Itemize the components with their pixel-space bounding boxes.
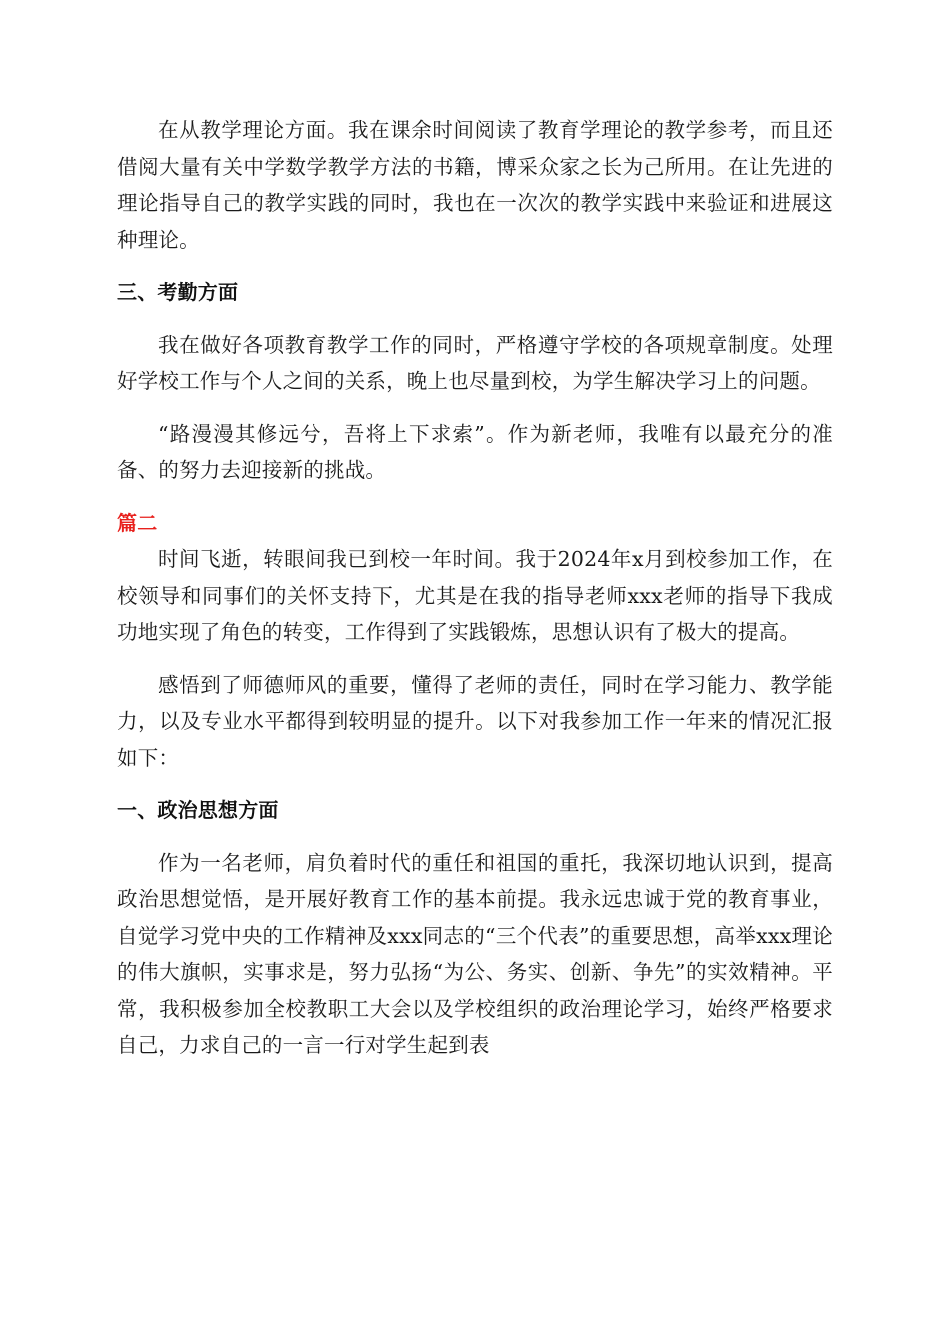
paragraph-political: 作为一名老师，肩负着时代的重任和祖国的重托，我深切地认识到，提高政治思想觉悟，是开展好教育工作的基本前提。我永远忠诚于党的教育事业，自觉学习党中央的工作精神及xxx同志的“三个代表”的重要思想，高举xxx理论的伟大旗帜，实事求是，努力弘扬“为公、务实、创新、争先”的实效精神。平常，我积极参加全校教职工大会以及学校组织的政治理论学习，始终严格要求自己，力求自己的一言一行对学生起到表 [117,850,833,1057]
paragraph-one-year: 时间飞逝，转眼间我已到校一年时间。我于2024年x月到校参加工作，在校领导和同事们的关怀支持下，尤其是在我的指导老师xxx老师的指导下我成功地实现了角色的转变，工作得到了实践锻炼，思想认识有了极大的提高。 [117,547,833,644]
section-heading-political: 一、政治思想方面 [117,798,279,822]
document-body [117,112,833,1080]
section-heading-attendance: 三、考勤方面 [117,280,239,304]
paragraph-attendance: 我在做好各项教育教学工作的同时，严格遵守学校的各项规章制度。处理好学校工作与个人之间的关系，晚上也尽量到校，为学生解决学习上的问题。 [117,332,833,393]
paragraph-quote: “路漫漫其修远兮，吾将上下求索”。作为新老师，我唯有以最充分的准备、的努力去迎接新的挑战。 [117,421,833,482]
paragraph-reflection: 感悟到了师德师风的重要，懂得了老师的责任，同时在学习能力、教学能力，以及专业水平都得到较明显的提升。以下对我参加工作一年来的情况汇报如下： [117,672,833,770]
paragraph-teaching-theory: 在从教学理论方面。我在课余时间阅读了教育学理论的教学参考，而且还借阅大量有关中学数学教学方法的书籍，博采众家之长为己所用。在让先进的理论指导自己的教学实践的同时，我也在一次次的教学实践中来验证和进展这种理论。 [117,118,833,252]
article-heading-part-two: 篇二 [117,510,158,535]
